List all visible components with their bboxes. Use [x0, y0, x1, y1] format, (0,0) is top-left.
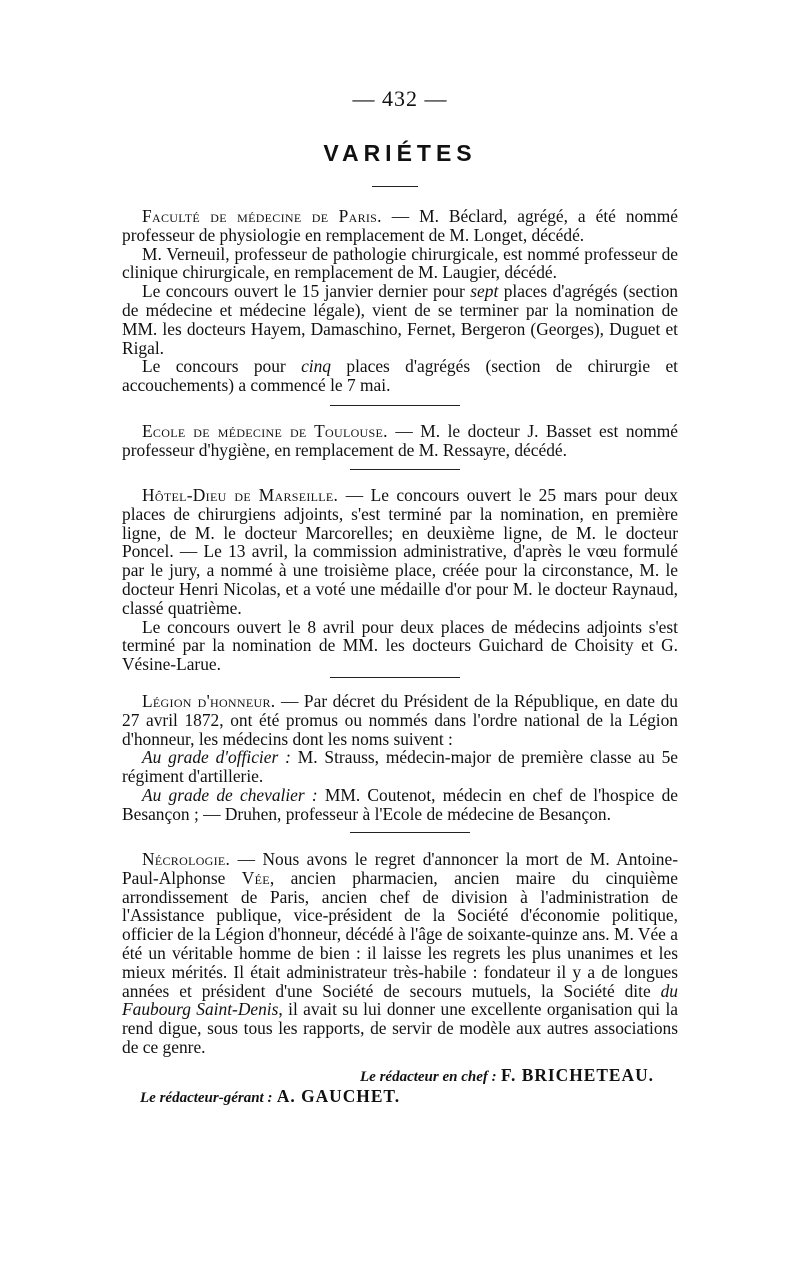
paragraph-text: M. Strauss, médecin-major de première classe au 5e régiment d'artillerie.	[122, 747, 678, 787]
section-toulouse	[122, 422, 678, 460]
paragraph-text: — Nous avons le regret d'annoncer la mort de M. Antoine-Paul-Alphonse	[122, 849, 678, 888]
section-necrologie	[122, 850, 678, 1057]
paragraph-text: — Le concours ouvert le 25 mars pour deux places de chirurgiens adjoints, s'est terminé par la nomination, en première ligne, de M. le docteur Marcorelles; en deuxième ligne, de M. le docteur Poncel. — Le 13 avril, la commission administrative, d'après le vœu formulé par le jury, a nommé à une troisième place, créée pour la circonstance, M. le docteur Henri Nicolas, et a voté une médaille d'or pour M. le docteur Raynaud, classé quatrième.	[122, 485, 679, 618]
divider	[330, 405, 460, 406]
signature-managing-editor	[140, 1086, 400, 1107]
grade-label: Au grade de chevalier :	[142, 784, 318, 805]
paragraph-text: places d'agrégés (section de chirurgie et accouchements) a commencé le 7 mai.	[122, 356, 678, 396]
paragraph	[122, 357, 678, 395]
divider	[330, 677, 460, 678]
paragraph-text: , ancien pharmacien, ancien maire du cinquième arrondissement de Paris, ancien chef de division à l'administration de l'Assistance publique, vice-président de la Société d'économie politique, officier de la Légion d'honneur, décédé à l'âge de soixante-quinze ans. M. Vée a été un véritable homme de bien : il laisse les regrets les plus unanimes et les mieux mérités. Il était administrateur très-habile : fondateur il y a de longues années et président d'une Société de secours mutuels, la Société dite	[122, 867, 679, 1001]
divider	[350, 469, 460, 470]
signature-name: F. BRICHETEAU.	[501, 1065, 654, 1085]
paragraph-text: places d'agrégés (section de médecine et médecine légale), vient de se terminer par la nomination de MM. les docteurs Hayem, Damaschino, Fernet, Bergeron (Georges), Duguet et Rigal.	[122, 281, 679, 358]
divider	[372, 186, 418, 187]
page-number: — 432 —	[352, 86, 448, 111]
section-heading: Faculté de médecine de Paris.	[142, 206, 382, 226]
emphasis: sept	[470, 281, 499, 302]
emphasis: du Faubourg Saint-Denis	[122, 980, 678, 1020]
paragraph: Le concours ouvert le 8 avril pour deux places de médecins adjoints s'est terminé par la nomination de MM. les docteurs Guichard de Choisity et G. Vésine-Larue.	[122, 616, 678, 675]
paragraph	[122, 786, 678, 824]
signature-label: Le rédacteur en chef :	[360, 1069, 497, 1085]
paragraph	[122, 850, 678, 1057]
signature-name: A. GAUCHET.	[276, 1086, 401, 1106]
section-legion-honneur	[122, 692, 678, 824]
section-faculte-paris	[122, 207, 678, 395]
paragraph-text: , il avait su lui donner une excellente organisation qui la rend digue, sous tous les rapports, de servir de modèle aux autres associations de ce genre.	[122, 999, 678, 1057]
signature-label: Le rédacteur-gérant :	[140, 1090, 273, 1106]
paragraph-text: — M. Béclard, agrégé, a été nommé professeur de physiologie en remplacement de M. Longet, décédé.	[122, 206, 678, 245]
section-marseille	[122, 486, 678, 674]
paragraph-text: — M. le docteur J. Basset est nommé professeur d'hygiène, en remplacement de M. Ressayre, décédé.	[122, 421, 678, 460]
paragraph	[122, 692, 678, 748]
paragraph: M. Verneuil, professeur de pathologie chirurgicale, est nommé professeur de clinique chirurgicale, en remplacement de M. Laugier, décédé.	[122, 243, 678, 283]
paragraph	[122, 486, 678, 618]
signature-chief-editor	[360, 1065, 654, 1086]
section-heading: Ecole de médecine de Toulouse.	[142, 421, 388, 441]
person-name: Vée	[241, 867, 270, 888]
paragraph	[122, 207, 678, 245]
divider	[350, 832, 470, 833]
grade-label: Au grade d'officier :	[142, 747, 291, 768]
paragraph-text: Le concours ouvert le 15 janvier dernier pour	[142, 281, 471, 302]
emphasis: cinq	[301, 356, 332, 377]
section-heading: Hôtel-Dieu de Marseille.	[142, 485, 339, 505]
section-heading: Légion d'honneur.	[142, 691, 276, 711]
paragraph	[122, 282, 678, 357]
paragraph	[122, 748, 678, 786]
paragraph-text: — Par décret du Président de la République, en date du 27 avril 1872, ont été promus ou nommés dans l'ordre national de la Légion d'honneur, les médecins dont les noms suivent :	[122, 691, 678, 749]
paragraph	[122, 422, 678, 460]
paragraph-text: MM. Coutenot, médecin en chef de l'hospice de Besançon ; — Druhen, professeur à l'Ecole de médecine de Besançon.	[122, 784, 679, 824]
page-title: VARIÉTES	[323, 140, 477, 166]
paragraph-text: Le concours pour	[142, 356, 302, 377]
section-heading: Nécrologie.	[142, 849, 231, 869]
